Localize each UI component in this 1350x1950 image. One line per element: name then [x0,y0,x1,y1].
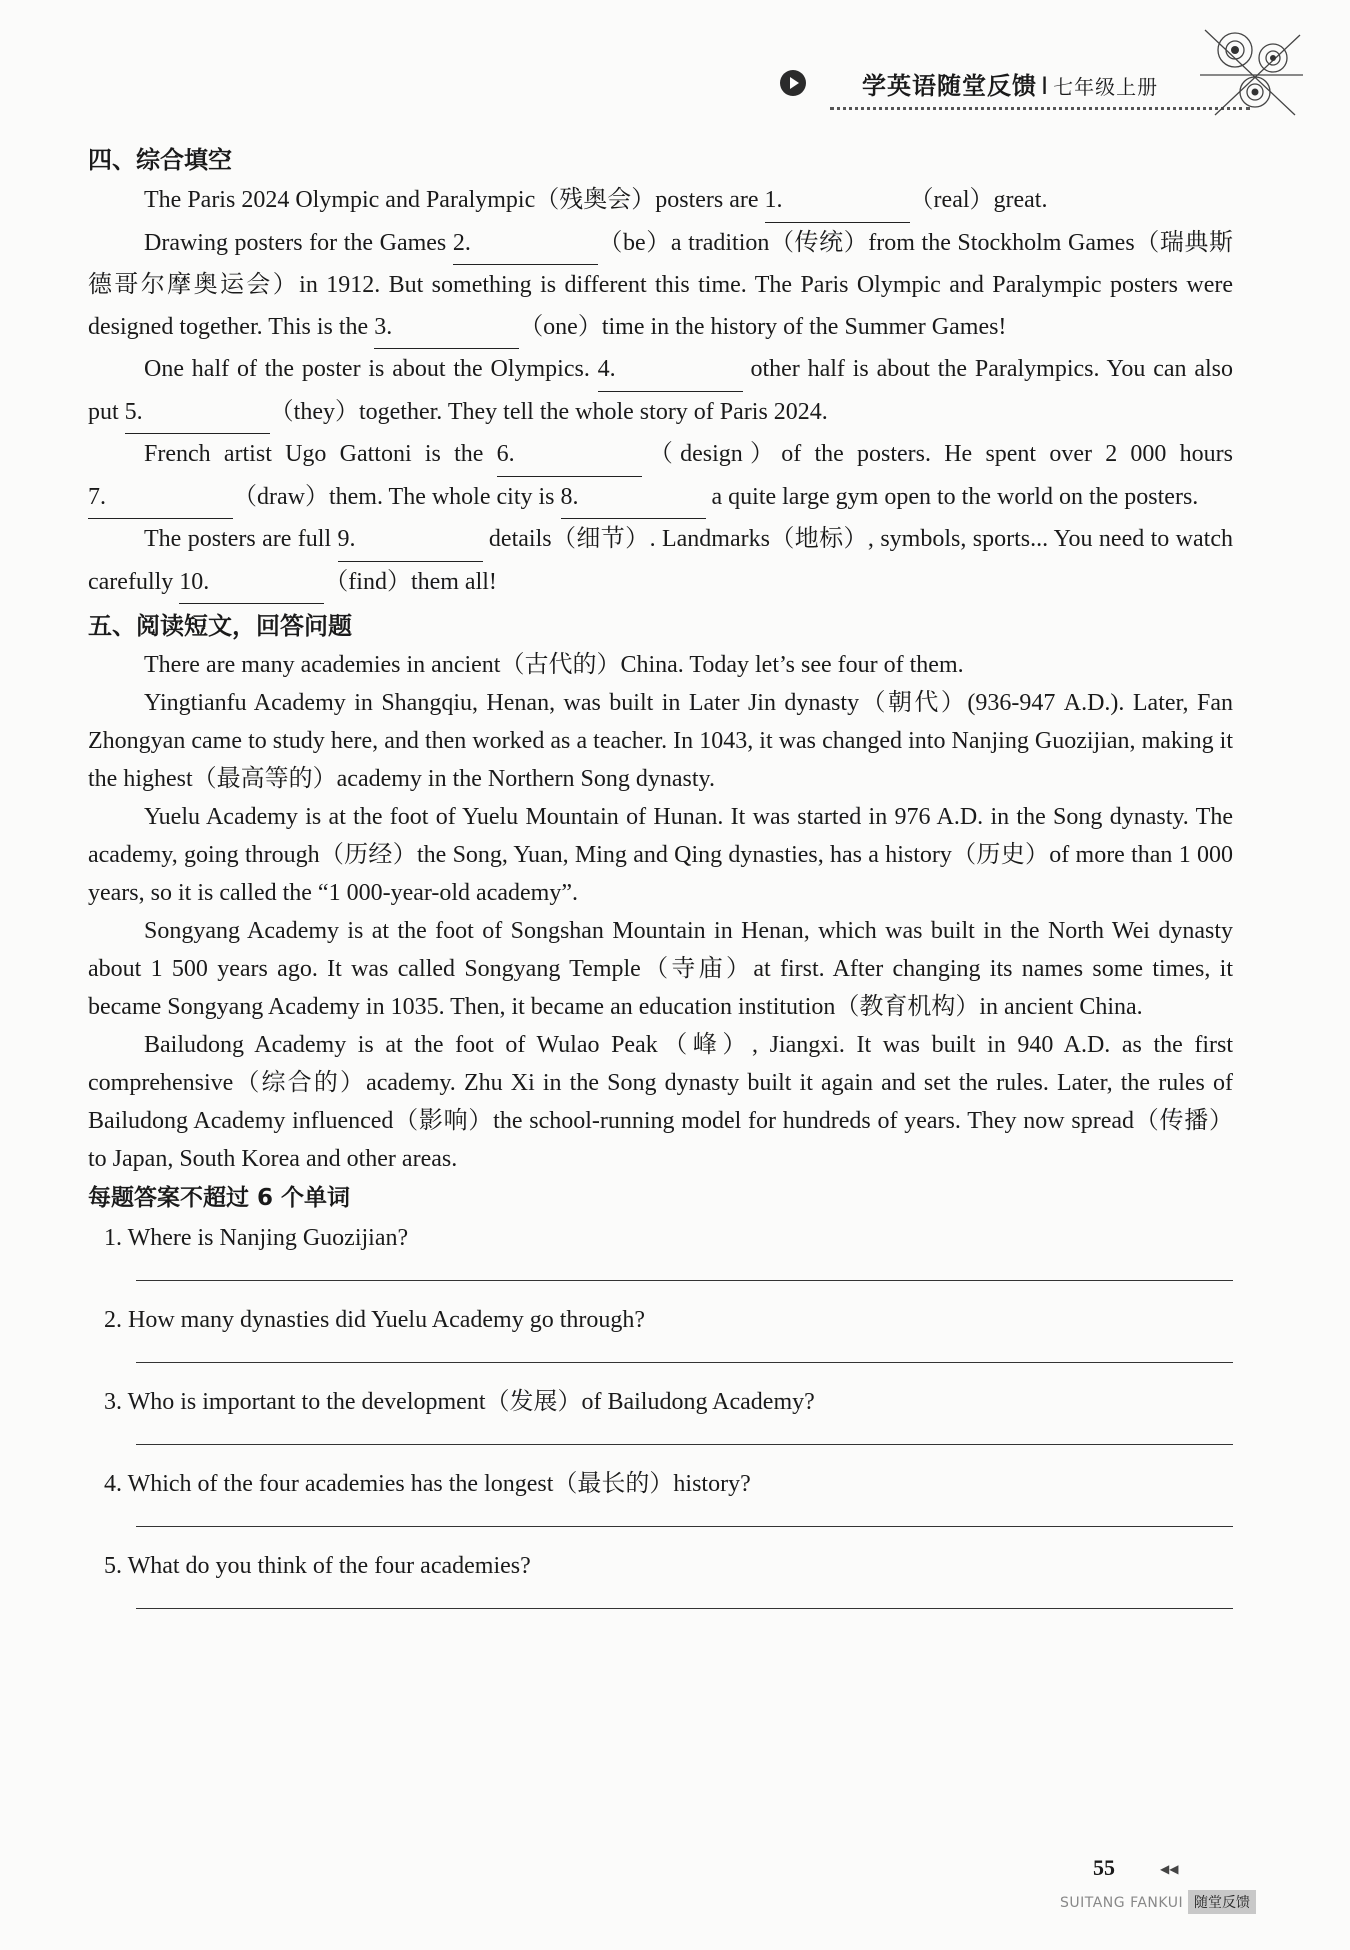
flower-decoration-icon [1195,20,1305,120]
cloze-text: （find）them all! [324,568,497,595]
question-text: 3. Who is important to the development（发展）of Bailudong Academy? [104,1389,815,1415]
cloze-text: other half is about the Paralympics. You can also put [88,356,1233,425]
question-text: 1. Where is Nanjing Guozijian? [104,1225,409,1251]
cloze-paragraph [88,180,1233,223]
section-5-title: 五、阅读短文，回答问题 [88,612,352,640]
answer-line[interactable] [136,1526,1233,1527]
reading-paragraph: Bailudong Academy is at the foot of Wulao Peak（峰）, Jiangxi. It was built in 940 A.D. as the first comprehensive（综合的）academy. Zhu Xi in the Song dynasty built it again and set the rules. Later, the rules of Bailudong Academy influenced（影响）the school-running model for hundreds of years. They now spread（传播）to Japan, South Korea and other areas. [88,1032,1233,1172]
book-title-main: 学英语随堂反馈 [862,72,1037,100]
question-text: 4. Which of the four academies has the longest（最长的）history? [104,1471,751,1497]
cloze-text: The Paris 2024 Olympic and Paralympic（残奥会）posters are [144,187,765,213]
reading-paragraph: Yuelu Academy is at the foot of Yuelu Mountain of Hunan. It was started in 976 A.D. in the Song dynasty. The academy, going through（历经）the Song, Yuan, Ming and Qing dynasties, has a history（历史）of more than 1 000 years, so it is called the “1 000-year-old academy”. [88,804,1233,906]
reading-paragraph: Songyang Academy is at the foot of Songshan Mountain in Henan, which was built in the North Wei dynasty about 1 500 years ago. It was called Songyang Temple（寺庙）at first. After changing its names some times, it became Songyang Academy in 1035. Then, it became an education institution（教育机构）in ancient China. [88,918,1233,1020]
answer-blank[interactable]: 8. [561,477,706,520]
answer-blank[interactable]: 7. [88,477,233,520]
header-dotted-rule [830,107,1250,110]
page-content [88,140,1233,1628]
cloze-text: One half of the poster is about the Olympics. [144,356,598,382]
cloze-paragraph [88,223,1233,350]
question-item [88,1546,1233,1628]
question-item [88,1218,1233,1300]
answer-line[interactable] [136,1280,1233,1281]
section-4-title: 四、综合填空 [88,146,232,174]
answer-blank[interactable]: 10. [179,562,324,605]
book-subtitle: 七年级上册 [1053,75,1159,99]
question-text: 5. What do you think of the four academies? [104,1553,531,1579]
double-arrow-left-icon: ◀◀ [1160,1862,1179,1876]
cloze-text: （real）great. [909,187,1048,213]
answer-line[interactable] [136,1362,1233,1363]
answer-blank[interactable]: 6. [497,434,642,477]
question-item [88,1464,1233,1546]
answer-line[interactable] [136,1444,1233,1445]
reading-passage [88,646,1233,1178]
reading-paragraph: Yingtianfu Academy in Shangqiu, Henan, was built in Later Jin dynasty（朝代）(936-947 A.D.). Later, Fan Zhongyan came to study here, and then worked as a teacher. In 1043, it was changed into Nanjing Guozijian, making it the highest（最高等的）academy in the Northern Song dynasty. [88,690,1233,792]
answer-blank[interactable]: 3. [374,307,519,350]
cloze-text: （draw）them. The whole city is [233,483,561,510]
title-separator: I [1041,72,1050,100]
answer-blank[interactable]: 9. [338,519,483,562]
page-header [780,62,1240,102]
question-item [88,1300,1233,1382]
question-list [88,1218,1233,1628]
page-number: 55 [1093,1855,1115,1880]
question-text: 2. How many dynasties did Yuelu Academy go through? [104,1307,646,1333]
answer-word-limit-note: 每题答案不超过 6 个单词 [88,1185,351,1211]
cloze-text: （they）together. They tell the whole story of Paris 2024. [269,398,828,425]
cloze-text: （design）of the posters. He spent over 2 000 hours [641,441,1233,467]
cloze-text: French artist Ugo Gattoni is the [144,441,497,467]
cloze-text: a quite large gym open to the world on the posters. [705,483,1199,510]
answer-blank[interactable]: 4. [598,349,743,392]
answer-line[interactable] [136,1608,1233,1609]
cloze-text: （one）time in the history of the Summer Games! [519,313,1007,340]
cloze-text: The posters are full [144,526,338,552]
cloze-paragraph [88,519,1233,604]
answer-blank[interactable]: 1. [765,180,910,223]
cloze-paragraph [88,434,1233,519]
cloze-text: （be）a tradition（传统）from the Stockholm Games（瑞典斯德哥尔摩奥运会）in 1912. But something is different this time. The Paris Olympic and Paralympic posters were designed together. This is the [88,229,1233,340]
cloze-passage [88,180,1233,604]
cloze-text: details（细节）. Landmarks（地标）, symbols, sports... You need to watch carefully [88,526,1233,595]
play-icon [780,70,806,96]
footer-badge: 随堂反馈 [1188,1890,1256,1914]
answer-blank[interactable]: 5. [125,392,270,435]
cloze-text: Drawing posters for the Games [144,229,453,256]
book-title [862,66,1158,101]
footer-brand: SUITANG FANKUI [1060,1895,1184,1911]
cloze-paragraph [88,349,1233,434]
reading-paragraph: There are many academies in ancient（古代的）China. Today let’s see four of them. [144,652,964,678]
question-item [88,1382,1233,1464]
answer-blank[interactable]: 2. [453,223,598,266]
